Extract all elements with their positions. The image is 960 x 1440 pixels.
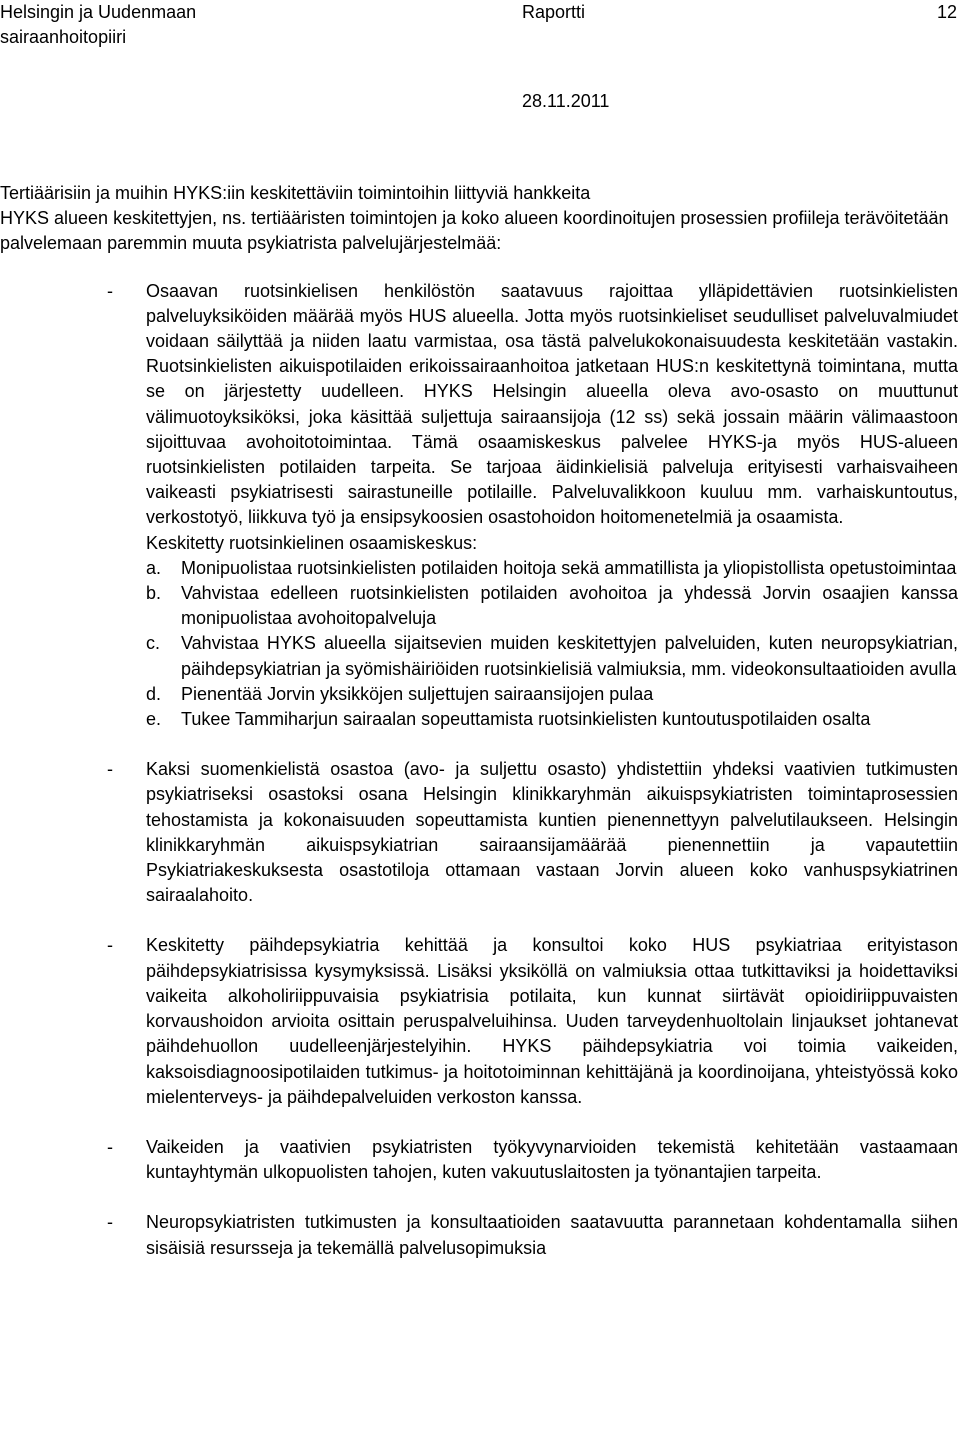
bullet-text: Neuropsykiatristen tutkimusten ja konsultaatioiden saatavuutta parannetaan kohdentamalla siihen sisäisiä resursseja ja tekemällä palvelusopimuksia <box>146 1212 958 1258</box>
bullet-dash: - <box>107 280 113 301</box>
item-letter: d. <box>146 683 162 704</box>
lettered-item <box>146 707 958 732</box>
lettered-item <box>146 581 958 631</box>
organization-name <box>0 0 196 50</box>
item-letter: b. <box>146 583 162 604</box>
bullet-dash: - <box>107 759 113 780</box>
bullet-list <box>0 279 958 1261</box>
bullet-text: Keskitetty päihdepsykiatria kehittää ja konsultoi koko HUS psykiatriaa erityistason päihdepsykiatrisissa kysymyksissä. Lisäksi yksiköllä on valmiuksia ottaa tutkittaviksi ja hoidettaviksi vaikeita alkoholiriippuvaisia psykiatrisia potilaita, kun kunnat siirtävät opioidiriippuvaisten korvaushoidon arvioita osittain peruspalveluihinsa. Uuden tarveydenhuoltolain linjaukset johtanevat päihdehuollon uudelleenjärjestelyihin. HYKS päihdepsykiatria voi toimia vaikeiden, kaksoisdiagnoosipotilaiden tutkimus- ja hoitotoiminnan kehittäjänä ja koordinoijana, yhteistyössä koko mielenterveys- ja päihdepalveluiden verkoston kanssa. <box>146 935 958 1107</box>
bullet-item <box>0 757 958 908</box>
item-letter: a. <box>146 557 162 578</box>
page-number: 12 <box>937 2 958 22</box>
lettered-list <box>146 556 958 732</box>
bullet-dash: - <box>107 1212 113 1233</box>
item-letter: e. <box>146 709 162 730</box>
bullet-text: Kaksi suomenkielistä osastoa (avo- ja suljettu osasto) yhdistettiin yhdeksi vaativien tutkimusten psykiatriseksi osastoksi osana Helsingin klinikkaryhmän aikuispsykiatristen toimintaprosessien tehostamista ja kokonaisuuden sopeuttamista kuntien pienennettyyn palvelutilaukseen. Helsingin klinikkaryhmän aikuispsykiatrian sairaansijamäärää pienennettiin ja vapautettiin Psykiatriakeskuksesta osastotiloja ottamaan vastaan Jorvin alueen koko vanhuspsykiatrinen sairaalahoito. <box>146 759 958 906</box>
bullet-text: Vaikeiden ja vaativien psykiatristen työkyvynarvioiden tekemistä kehitetään vastaamaan kuntayhtymän ulkopuolisten tahojen, kuten vakuutuslaitosten ja työnantajien tarpeita. <box>146 1136 958 1183</box>
item-text: Vahvistaa HYKS alueella sijaitsevien muiden keskitettyjen palveluiden, kuten neuropsykiatrian, päihdepsykiatrian ja syömishäiriöiden ruotsinkielisiä valmiuksia, mm. videokonsultaatioiden avulla <box>181 633 958 679</box>
item-text: Vahvistaa edelleen ruotsinkielisten potilaiden avohoitoa ja yhdessä Jorvin osaajien kanssa monipuolistaa avohoitopalveluja <box>181 583 958 629</box>
item-text: Monipuolistaa ruotsinkielisten potilaiden hoitoja sekä ammatillista ja yliopistollista opetustoimintaa <box>181 557 957 578</box>
item-text: Pienentää Jorvin yksikköjen suljettujen sairaansijojen pulaa <box>181 683 654 704</box>
bullet-item <box>0 1135 958 1185</box>
bullet-dash: - <box>107 1136 113 1157</box>
lettered-item <box>146 682 958 707</box>
sublist-intro: Keskitetty ruotsinkielinen osaamiskeskus: <box>146 532 478 553</box>
document-date: 28.11.2011 <box>522 91 610 111</box>
bullet-text: Osaavan ruotsinkielisen henkilöstön saatavuus rajoittaa ylläpidettävien ruotsinkielisten palveluyksiköiden määrää myös HUS alueella. Jotta myös ruotsinkieliset seudulliset palveluvalmiudet voidaan säilyttää ja niiden laatu varmistaa, osa tästä palvelukokonaisuudesta keskitetään vastakin. Ruotsinkielisten aikuispotilaiden erikoissairaanhoitoa jatketaan HUS:n keskitettynä toimintana, mutta se on järjestetty uudelleen. HYKS Helsingin alueella oleva avo-osasto on muuttunut välimuotoyksiköksi, joka käsittää suljettuja sairaansijoja (12 ss) sekä jossain määrin välimaastoon sijoittuvaa avohoitotoimintaa. Tämä osaamiskeskus palvelee HYKS-ja myös HUS-alueen ruotsinkielisten potilaiden tarpeita. Se tarjoaa äidinkielisiä palveluja erityisesti varhaisvaiheen vaikeasti psykiatrisesti sairastuneille potilaille. Palveluvalikkoon kuuluu mm. varhaiskuntoutus, verkostotyö, liikkuva työ ja ensipsykoosien osastohoidon hoitomenetelmiä ja osaamista. <box>146 280 958 528</box>
org-line-2: sairaanhoitopiiri <box>0 27 127 47</box>
section-intro: HYKS alueen keskitettyjen, ns. tertiääristen toimintojen ja koko alueen koordinoitujen prosessien profiileja terävöitetään palvelemaan paremmin muuta psykiatrista palvelujärjestelmää: <box>0 208 949 254</box>
bullet-item <box>0 933 958 1109</box>
org-line-1: Helsingin ja Uudenmaan <box>0 2 197 22</box>
bullet-dash: - <box>107 935 113 956</box>
section-title: Tertiäärisiin ja muihin HYKS:iin keskitettäviin toimintoihin liittyviä hankkeita <box>0 183 591 203</box>
bullet-item <box>0 1210 958 1260</box>
page-body <box>0 181 958 1286</box>
item-letter: c. <box>146 633 161 654</box>
page-header <box>0 0 960 120</box>
bullet-item <box>0 279 958 733</box>
document-type: Raportti <box>522 2 586 22</box>
item-text: Tukee Tammiharjun sairaalan sopeuttamista ruotsinkielisten kuntoutuspotilaiden osalta <box>181 709 871 730</box>
lettered-item <box>146 556 958 581</box>
lettered-item <box>146 631 958 681</box>
